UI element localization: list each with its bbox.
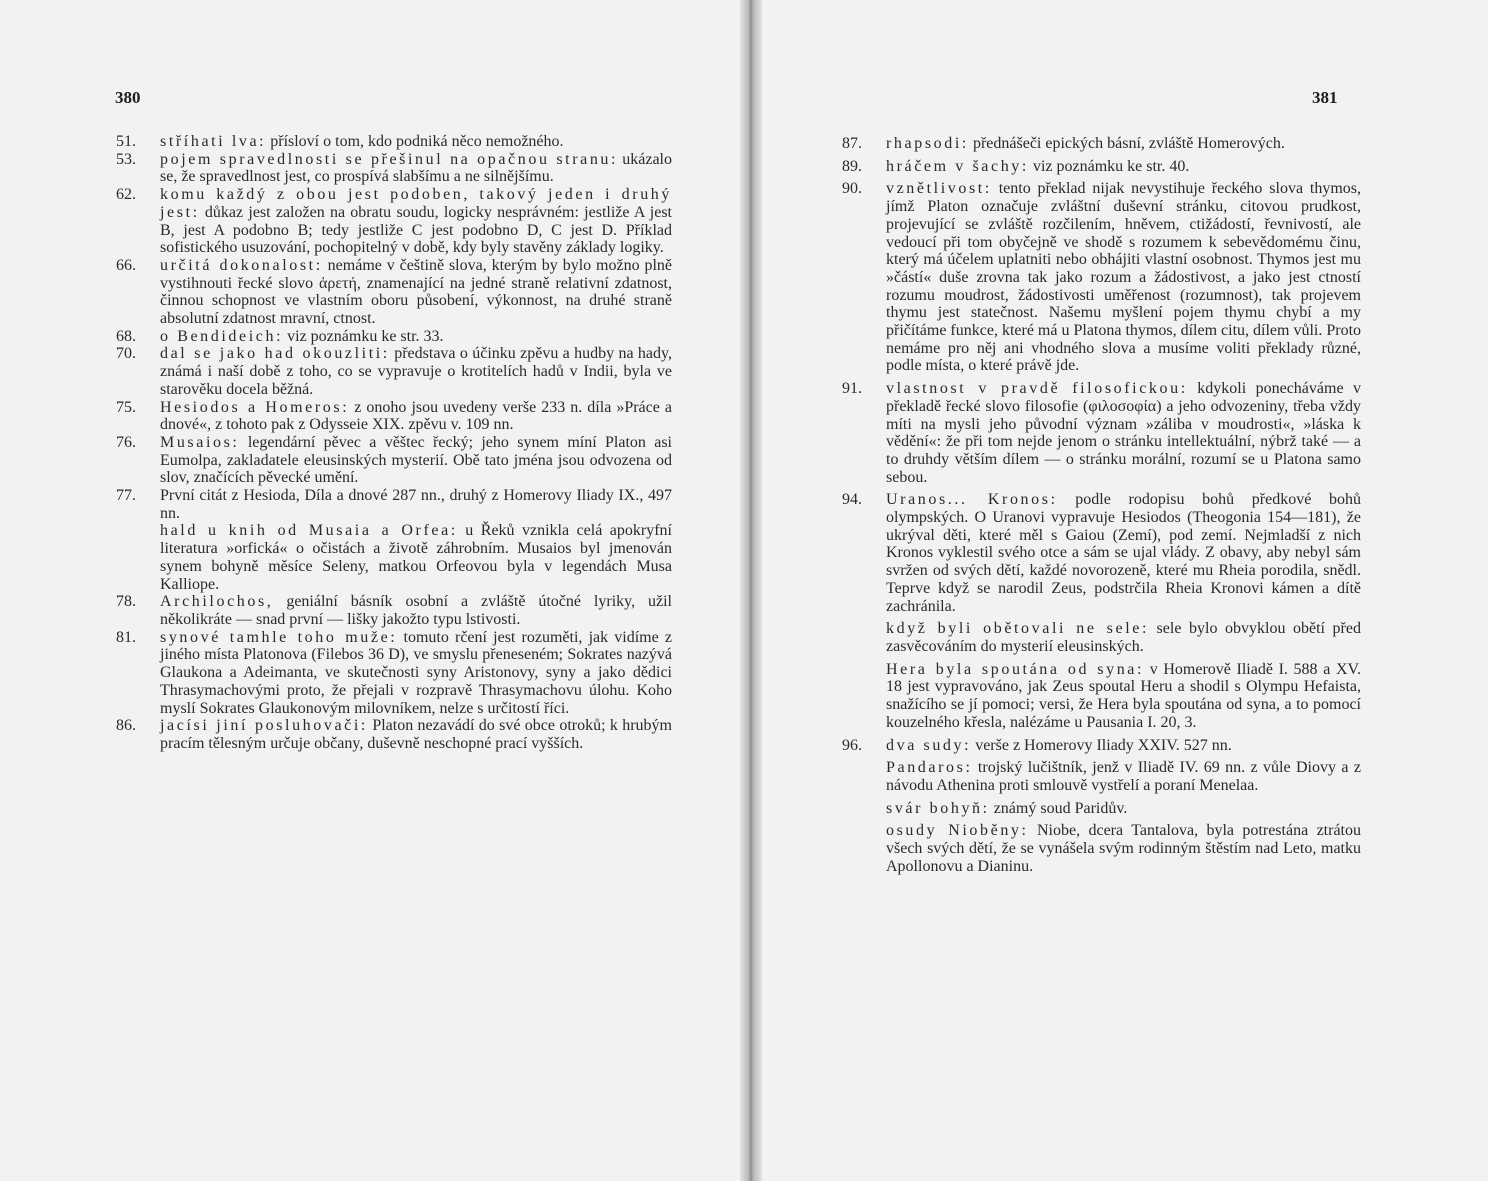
note-term: Archilochos, <box>160 593 274 611</box>
note-number: 75. <box>116 398 136 416</box>
note-entry <box>842 157 1361 176</box>
note-number: 76. <box>116 433 136 451</box>
note-entry <box>886 800 1361 818</box>
book-gutter <box>740 0 762 1181</box>
note-text: nemáme v češtině slova, kterým by bylo možno plně vystihnouti řecké slovo ἀρετή, znamenající na jedné straně relativní zdatnost, činnou schopnost ve vlastním oboru působení, výkonnost, na druhé straně absolutní zdatnost mravní, ctnost. <box>160 256 673 328</box>
page-number: 381 <box>1312 88 1338 107</box>
note-text: v Homerově Iliadě I. 588 a XV. 18 jest vypravováno, jak Zeus spoutal Heru a shodil s Olympu Hefaista, snažícího se jí pomoci; versi, že Hera byla spoutána od syna, a to pomocí kouzelného křesla, nalézáme u Pausania I. 20, 3. <box>886 660 1361 731</box>
note-term: hráčem v šachy: <box>886 157 1029 175</box>
note-number: 94. <box>842 491 862 509</box>
note-number: 77. <box>116 487 136 505</box>
note-text: známý soud Paridův. <box>989 799 1128 817</box>
note-term: osudy Nioběny: <box>886 822 1029 840</box>
note-entry <box>116 133 672 151</box>
note-entry <box>116 150 672 186</box>
note-term: Uranos... Kronos: <box>886 491 1058 509</box>
note-term: jacísi jiní posluhovači: <box>160 717 368 735</box>
page-number: 380 <box>115 88 141 107</box>
note-text: Niobe, dcera Tantalova, byla potrestána ztrátou všech svých dětí, že se vynášela svým rodinným štěstím nad Leto, matku Apollonovu a Dianinu. <box>886 822 1361 875</box>
note-text: z onoho jsou uvedeny verše 233 n. díla »Práce a dnové«, z tohoto pak z Odysseie XIX. zpěvu v. 109 nn. <box>160 398 672 434</box>
note-term: Hera byla spoutána od syna: <box>886 660 1145 678</box>
note-term: vlastnost v pravdě filosofickou: <box>886 380 1188 398</box>
note-term: Pandaros: <box>886 759 973 777</box>
note-number: 91. <box>842 380 862 398</box>
note-term: svár bohyň: <box>886 799 990 817</box>
note-term: komu každý z obou jest podoben, takový jeden i druhý jest: <box>160 186 672 221</box>
note-number: 70. <box>116 345 136 363</box>
note-entry <box>116 593 672 628</box>
note-text: sele bylo obvyklou obětí před zasvěcováním do mysterií eleusinských. <box>886 620 1361 655</box>
note-number: 53. <box>116 150 136 168</box>
note-entry <box>842 180 1362 375</box>
note-entry <box>886 759 1361 794</box>
note-number: 96. <box>842 736 862 754</box>
note-text: ukázalo se, že spravedlnost jest, co prospívá slabšímu a ne silnějšímu. <box>160 150 672 186</box>
note-number: 89. <box>842 157 862 175</box>
note-text: představa o účinku zpěvu a hudby na hady, známá i naší době z toho, co se vypravuje o krotitelích hadů v Indii, byla ve starověku docela běžná. <box>160 345 672 398</box>
note-number: 90. <box>842 180 862 198</box>
note-text: u Řeků vznikla celá apokryfní literatura »orfická« o očistách a životě záhrobním. Musaios byl jmenován synem bohyně měsíce Seleny, matkou Orfeovou byla v legendách Musa Kalliope. <box>160 522 672 593</box>
note-text: trojský lučištník, jenž v Iliadě IV. 69 nn. z vůle Diovy a z návodu Athenina proti smlouvě vystřelí a poraní Menelaa. <box>886 759 1361 794</box>
note-text: přísloví o tom, kdo podniká něco nemožného. <box>266 133 564 150</box>
note-entry <box>116 628 673 718</box>
notes-list <box>842 135 1362 880</box>
note-text: legendární pěvec a věštec řecký; jeho synem míní Platon asi Eumolpa, zakladatele eleusinských mysterií. Obě tato jména jsou odvozena od slov, značících pěvecké umění. <box>160 433 672 487</box>
note-entry <box>842 380 1362 486</box>
note-entry <box>116 256 673 328</box>
note-number: 87. <box>842 135 862 152</box>
note-text: přednášeči epických básní, zvláště Homerových. <box>968 135 1285 152</box>
note-number: 62. <box>116 186 136 204</box>
note-term: dal se jako had okouzliti: <box>160 345 390 363</box>
note-entry <box>160 522 672 593</box>
note-number: 78. <box>116 593 136 611</box>
note-text: podle rodopisu bohů předkové bohů olympských. O Uranovi vypravuje Hesiodos (Theogonia 154—181), že ukrýval děti, které měl s Gaiou (Zemí), pod zemí. Nejmladší z nich Kronos vyklestil svého otce a sám se ujal vlády. Z obavy, aby nebyl sám svržen od svých dětí, každé novorozeně, které mu Rheia porodila, snědl. Teprve když se narodil Zeus, podstrčila Rheia Kronovi kámen a dítě zachránila. <box>886 491 1361 615</box>
note-term: určitá dokonalost: <box>160 256 323 274</box>
note-text: důkaz jest založen na obratu soudu, logicky nesprávném: jestliže A jest B, jest A podobno B; tedy jestliže C jest podobno D, C jest D. Příklad sofistického usuzování, pochopitelný v době, kdy byly stavěny základy logiky. <box>160 203 672 257</box>
note-entry <box>886 822 1361 875</box>
note-entry <box>116 186 672 257</box>
note-entry <box>116 345 672 398</box>
note-entry <box>116 717 672 752</box>
note-term: vznětlivost: <box>886 180 992 198</box>
note-text: verše z Homerovy Iliady XXIV. 527 nn. <box>971 736 1232 754</box>
note-number: 86. <box>116 717 136 735</box>
note-entry <box>842 736 1361 755</box>
note-entry <box>886 661 1361 732</box>
note-entry <box>842 491 1361 615</box>
note-number: 51. <box>116 133 136 150</box>
note-term: když byli obětovali ne sele: <box>886 620 1149 638</box>
note-term: pojem spravedlnosti se přešinul na opačnou stranu: <box>160 150 619 168</box>
note-number: 68. <box>116 327 136 345</box>
note-term: Musaios: <box>160 433 240 451</box>
note-term: stříhati lva: <box>160 133 267 150</box>
note-term: hald u knih od Musaia a Orfea: <box>160 522 458 540</box>
note-text: Platon nezavádí do své obce otroků; k hrubým pracím tělesným určuje občany, duševně neschopné prací vyšších. <box>160 717 672 752</box>
note-number: 66. <box>116 256 136 274</box>
note-text: kdykoli ponecháváme v překladě řecké slovo filosofie (φιλοσοφία) a jeho odvozeniny, třeba vždy míti na mysli jeho původní význam »záliba v moudrosti«, »láska k vědění«: že při tom nejde jenom o stránku intellektuální, nýbrž také — a to druhdy větším dílem — o stránku morální, rozumí se u Platona samo sebou. <box>886 380 1362 486</box>
note-text: viz poznámku ke str. 40. <box>1028 157 1190 175</box>
note-entry <box>116 327 672 346</box>
notes-list <box>116 133 673 753</box>
note-entry <box>116 433 672 487</box>
note-text: tento překlad nijak nevystihuje řeckého slova thymos, jímž Platon označuje zvláštní duševní stránku, citovou prudkost, projevující se zvláště rozčilením, hněvem, ctižádostí, řevnivostí, ale vedoucí při tom obyčejně ve shodě s rozumem k sebevědomému činu, který má účelem uplatniti nebo obhájiti vlastní osobnost. Thymos jest mu »částí« duše zrovna tak jako rozum a žádostivost, a jako jest ctností rozumu moudrost, žádostivosti uměřenost (rozumnost), tak projevem thymu jest statečnost. Našemu myšlení pojem thymu chybí a my přičítáme funkce, které má u Platona thymos, dílem citu, dílem vůli. Proto nemáme pro něj ani vhodného slova a musíme voliti překlady různé, podle místa, o které právě jde. <box>886 180 1362 375</box>
note-entry <box>116 487 672 522</box>
note-term: rhapsodi: <box>886 135 969 152</box>
note-entry <box>842 135 1361 153</box>
note-number: 81. <box>116 628 136 646</box>
note-term: Hesiodos a Homeros: <box>160 398 350 416</box>
note-text: viz poznámku ke str. 33. <box>283 327 444 345</box>
note-term: synové tamhle toho muže: <box>160 628 398 646</box>
note-text: geniální básník osobní a zvláště útočné lyriky, užil několikráte — snad první — lišky jakožto typu lstivosti. <box>160 593 672 628</box>
right-page <box>762 0 1488 1181</box>
note-term: o Bendideich: <box>160 327 284 345</box>
note-entry <box>886 620 1361 655</box>
note-term: dva sudy: <box>886 736 972 754</box>
note-text: tomuto rčení jest rozuměti, jak vidíme z jiného místa Platonova (Filebos 36 D), ve smyslu přeneseném; Sokrates nazývá Glaukona a Adeimanta, ve skutečnosti syny Aristonovy, syny a jako dědici Thrasymachovými proto, že přejali v rozpravě Thrasymachovu úlohu. Koho myslí Sokrates Glaukonovým milovníkem, nelze s určitostí říci. <box>160 628 673 717</box>
note-entry <box>116 398 672 434</box>
note-text: První citát z Hesioda, Díla a dnové 287 nn., druhý z Homerovy Iliady IX., 497 nn. <box>160 487 672 522</box>
left-page <box>0 0 740 1181</box>
